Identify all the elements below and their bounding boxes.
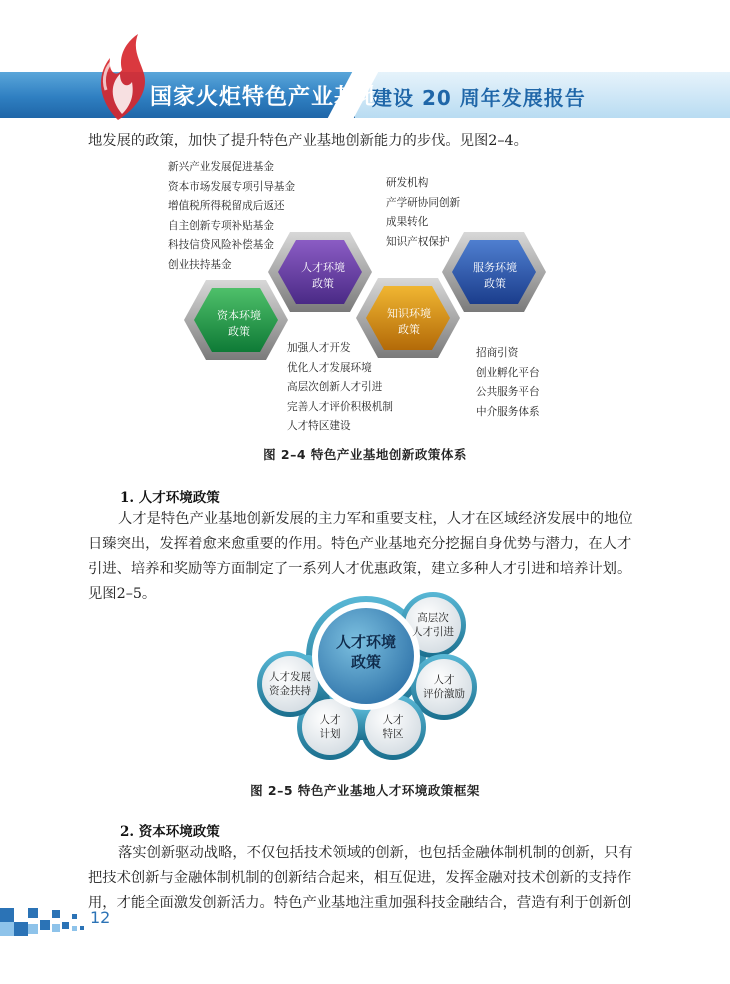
list-item: 加强人才开发 — [287, 342, 351, 354]
hex-capital-line-1: 资本环境 — [217, 309, 261, 322]
header-title: 国家火炬特色产业基地 — [150, 84, 381, 110]
petal-left-label — [260, 670, 320, 698]
header-subtitle: 建设 20 周年发展报告 — [372, 86, 586, 110]
petal-top-right-label — [403, 611, 463, 639]
figure-2-4-caption: 图 2–4 特色产业基地创新政策体系 — [263, 447, 467, 462]
center-label-line-1: 人才环境 — [335, 633, 396, 651]
section-2-body — [88, 841, 648, 916]
petal-right-label — [414, 673, 474, 701]
section-1-line: 引进、培养和奖励等方面制定了一系列人才优惠政策，建立多种人才引进和培养计划。 — [88, 561, 632, 577]
petal-line: 资金扶持 — [269, 685, 311, 697]
list-item: 中介服务体系 — [476, 405, 540, 418]
petal-line: 人才 — [433, 674, 455, 686]
list-item: 研发机构 — [386, 177, 429, 189]
list-item: 成果转化 — [386, 216, 429, 228]
list-item: 自主创新专项补贴基金 — [168, 219, 274, 232]
section-2-line: 用，才能全面激发创新活力。特色产业基地注重加强科技金融结合，营造有利于创新创 — [88, 895, 632, 911]
list-item: 增值税所得税留成后返还 — [168, 200, 285, 212]
petal-line: 人才引进 — [412, 626, 454, 638]
petal-line: 人才 — [319, 714, 341, 726]
list-item: 招商引资 — [476, 347, 519, 359]
section-2-line: 把技术创新与金融体制机制的创新结合起来，相互促进，发挥金融对技术创新的支持作 — [88, 870, 632, 886]
hex-knowledge-line-1: 知识环境 — [387, 307, 431, 320]
figure-2-5-caption: 图 2–5 特色产业基地人才环境政策框架 — [250, 783, 480, 798]
petal-line: 高层次 — [417, 612, 449, 624]
section-1-line: 日臻突出，发挥着愈来愈重要的作用。特色产业基地充分挖掘自身优势与潜力，在人才 — [88, 536, 632, 552]
hex-knowledge-line-2: 政策 — [398, 323, 420, 336]
list-item: 人才特区建设 — [287, 420, 351, 432]
petal-line: 人才 — [382, 714, 404, 726]
list-item: 资本市场发展专项引导基金 — [168, 180, 296, 193]
list-item: 新兴产业发展促进基金 — [168, 161, 274, 173]
list-item: 产学研协同创新 — [386, 196, 461, 209]
intro-line: 地发展的政策，加快了提升特色产业基地创新能力的步伐。见图2–4。 — [88, 133, 528, 149]
petal-line: 特区 — [382, 728, 404, 740]
page-number: 12 — [90, 908, 111, 927]
list-item: 创业孵化平台 — [476, 366, 540, 379]
list-item: 科技信贷风险补偿基金 — [168, 239, 274, 251]
hex-service-line-1: 服务环境 — [473, 261, 517, 274]
hex-capital-line-2: 政策 — [228, 325, 250, 338]
hex-talent-line-1: 人才环境 — [301, 261, 345, 274]
section-1-heading: 1. 人才环境政策 — [120, 490, 220, 506]
section-2-line: 落实创新驱动战略，不仅包括技术领域的创新，也包括金融体制机制的创新，只有 — [118, 845, 633, 861]
section-1-line: 人才是特色产业基地创新发展的主力军和重要支柱，人才在区域经济发展中的地位 — [118, 511, 633, 527]
list-item: 完善人才评价积极机制 — [287, 400, 393, 413]
center-label-line-2: 政策 — [350, 653, 381, 671]
center-label — [318, 632, 414, 672]
list-item: 知识产权保护 — [386, 235, 450, 248]
list-item: 公共服务平台 — [476, 386, 540, 398]
list-item: 高层次创新人才引进 — [287, 381, 383, 393]
hex-service-line-2: 政策 — [484, 277, 506, 290]
section-2-heading: 2. 资本环境政策 — [120, 824, 220, 840]
petal-bottom-right-label — [363, 713, 423, 741]
petal-line: 计划 — [319, 728, 341, 740]
footer-pixel-decoration — [0, 902, 90, 942]
list-item: 创业扶持基金 — [168, 258, 232, 271]
list-item: 优化人才发展环境 — [287, 361, 372, 374]
petal-bottom-left-label — [300, 713, 360, 741]
hex-talent-line-2: 政策 — [312, 277, 334, 290]
petal-line: 人才发展 — [269, 671, 311, 683]
petal-line: 评价激励 — [423, 688, 465, 700]
section-1-line: 见图2–5。 — [88, 586, 157, 602]
